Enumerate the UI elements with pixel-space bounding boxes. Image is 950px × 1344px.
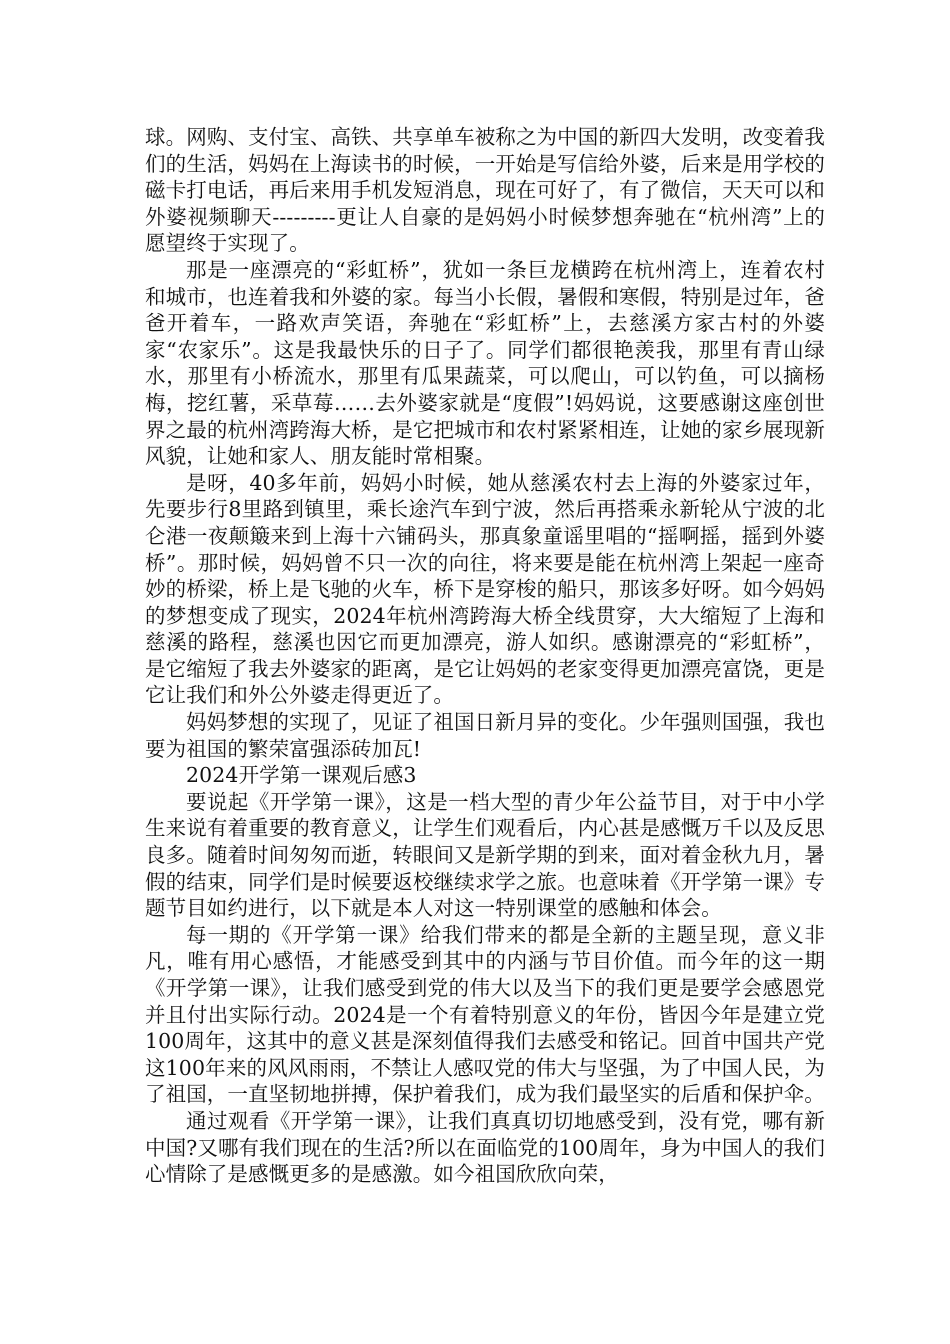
document-page	[145, 124, 825, 1188]
section-heading: 2024开学第一课观后感3	[186, 763, 417, 788]
paragraph-1: 球。网购、支付宝、高铁、共享单车被称之为中国的新四大发明，改变着我们的生活，妈妈在上海读书的时候，一开始是写信给外婆，后来是用学校的磁卡打电话，再后来用手机发短消息，现在可好了，有了微信，天天可以和外婆视频聊天---------更让人自豪的是妈妈小时候梦想奔驰在“杭州湾”上的愿望终于实现了。	[145, 125, 825, 256]
paragraph-5: 要说起《开学第一课》，这是一档大型的青少年公益节目，对于中小学生来说有着重要的教育意义，让学生们观看后，内心甚是感慨万千以及反思良多。随着时间匆匆而逝，转眼间又是新学期的到来，面对着金秋九月，暑假的结束，同学们是时候要返校继续求学之旅。也意味着《开学第一课》专题节目如约进行，以下就是本人对这一特别课堂的感触和体会。	[145, 789, 825, 921]
paragraph-7: 通过观看《开学第一课》，让我们真真切切地感受到，没有党，哪有新中国?又哪有我们现在的生活?所以在面临党的100周年，身为中国人的我们心情除了是感慨更多的是感激。如今祖国欣欣向荣，	[145, 1108, 825, 1187]
paragraph-3: 是呀，40多年前，妈妈小时候，她从慈溪农村去上海的外婆家过年，先要步行8里路到镇里，乘长途汽车到宁波，然后再搭乘永新轮从宁波的北仑港一夜颠簸来到上海十六铺码头，那真象童谣里唱的“摇啊摇，摇到外婆桥”。那时候，妈妈曾不只一次的向往，将来要是能在杭州湾上架起一座奇妙的桥梁，桥上是飞驰的火车，桥下是穿梭的船只，那该多好呀。如今妈妈的梦想变成了现实，2024年杭州湾跨海大桥全线贯穿，大大缩短了上海和慈溪的路程，慈溪也因它而更加漂亮，游人如织。感谢漂亮的“彩虹桥”，是它缩短了我去外婆家的距离，是它让妈妈的老家变得更加漂亮富饶，更是它让我们和外公外婆走得更近了。	[145, 470, 825, 708]
paragraph-6: 每一期的《开学第一课》给我们带来的都是全新的主题呈现，意义非凡，唯有用心感悟，才能感受到其中的内涵与节目价值。而今年的这一期《开学第一课》，让我们感受到党的伟大以及当下的我们更是要学会感恩党并且付出实际行动。2024是一个有着特别意义的年份，皆因今年是建立党100周年，这其中的意义甚是深刻值得我们去感受和铭记。回首中国共产党这100年来的风风雨雨，不禁让人感叹党的伟大与坚强，为了中国人民，为了祖国，一直坚韧地拼搏，保护着我们，成为我们最坚实的后盾和保护伞。	[145, 922, 825, 1107]
paragraph-4: 妈妈梦想的实现了，见证了祖国日新月异的变化。少年强则国强，我也要为祖国的繁荣富强添砖加瓦!	[145, 710, 825, 761]
paragraph-2: 那是一座漂亮的“彩虹桥”，犹如一条巨龙横跨在杭州湾上，连着农村和城市，也连着我和外婆的家。每当小长假，暑假和寒假，特别是过年，爸爸开着车，一路欢声笑语，奔驰在“彩虹桥”上，去慈溪方家古村的外婆家“农家乐”。这是我最快乐的日子了。同学们都很艳羡我，那里有青山绿水，那里有小桥流水，那里有瓜果蔬菜，可以爬山，可以钓鱼，可以摘杨梅，挖红薯，采草莓……去外婆家就是“度假”!妈妈说，这要感谢这座创世界之最的杭州湾跨海大桥，是它把城市和农村紧紧相连，让她的家乡展现新风貌，让她和家人、朋友能时常相聚。	[145, 257, 825, 469]
